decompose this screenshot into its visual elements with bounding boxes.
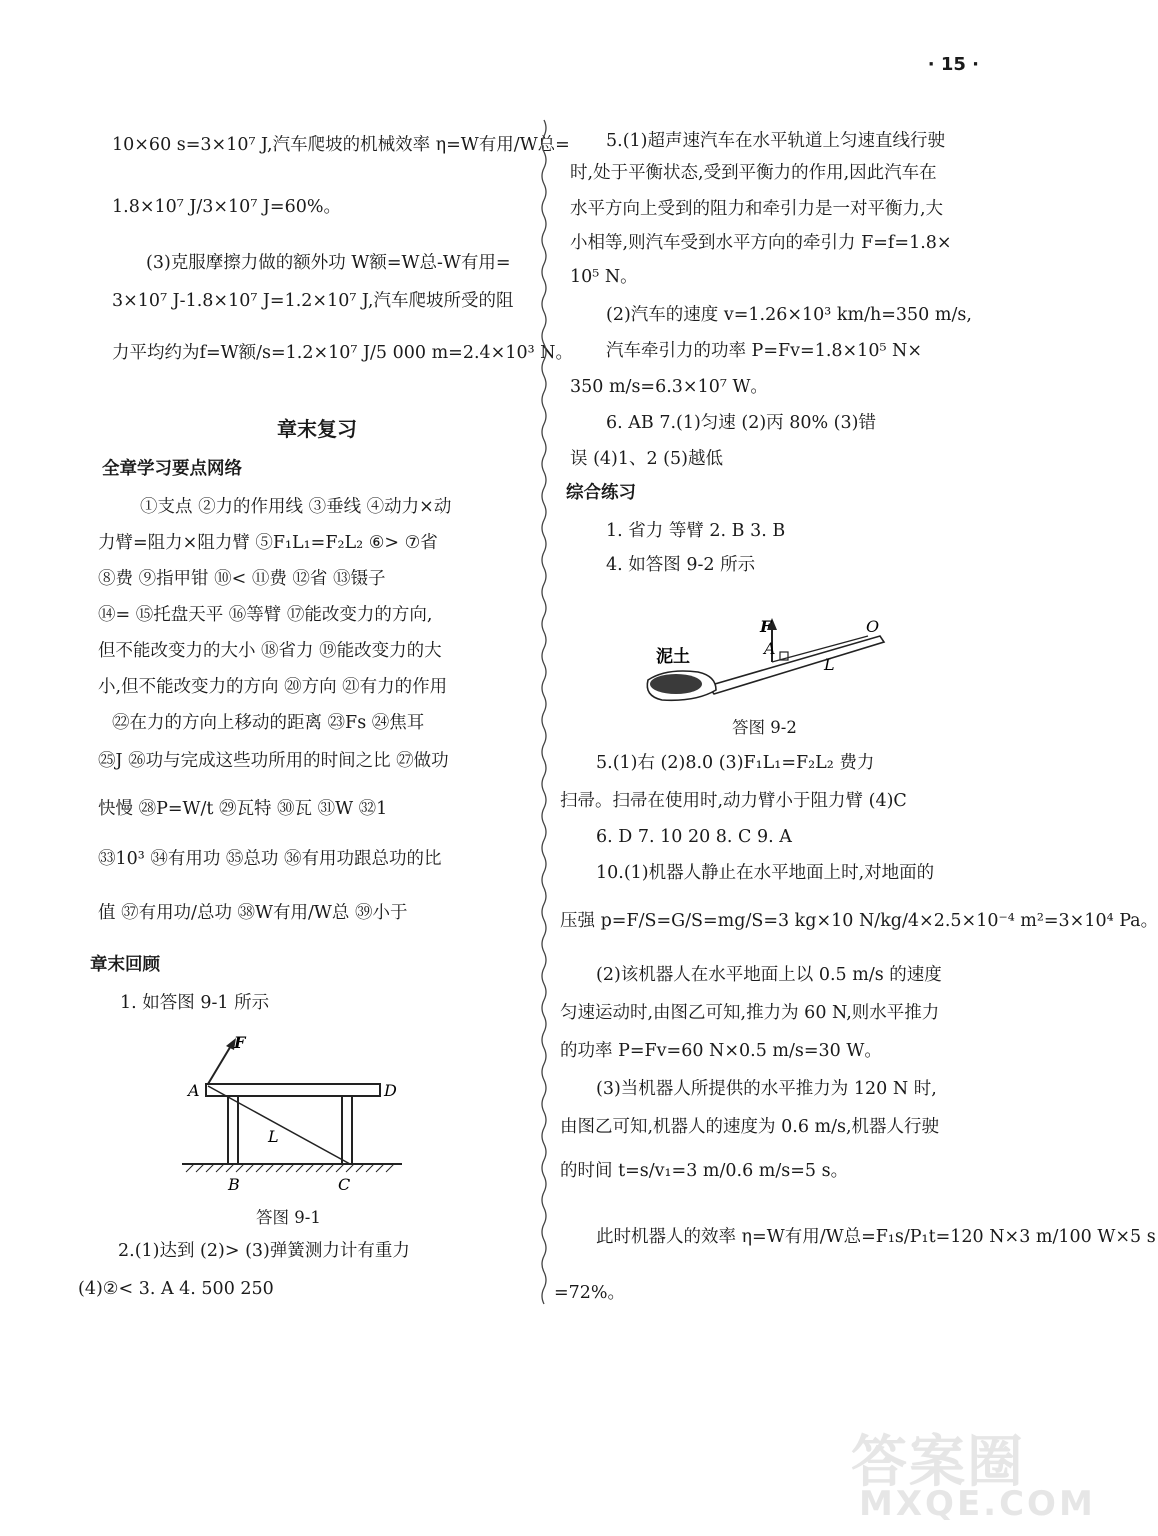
table-leg-left	[228, 1096, 238, 1164]
practice-line: 4. 如答图 9-2 所示	[606, 555, 756, 575]
answer-line: 扫帚。扫帚在使用时,动力臂小于阻力臂 (4)C	[560, 791, 907, 811]
network-line: ㉝10³ ㉞有用功 ㉟总功 ㊱有用功跟总功的比	[98, 849, 442, 869]
answer-line: 5.(1)右 (2)8.0 (3)F₁L₁=F₂L₂ 费力	[596, 753, 875, 773]
answer-line: 6. D 7. 10 20 8. C 9. A	[596, 827, 792, 847]
network-heading: 全章学习要点网络	[102, 459, 242, 479]
network-line: 力臂=阻力×阻力臂 ⑤F₁L₁=F₂L₂ ⑥> ⑦省	[98, 533, 438, 553]
label-a: A	[188, 1081, 200, 1100]
label-d: D	[384, 1081, 397, 1100]
label-f: F	[760, 617, 772, 636]
answer-line: 此时机器人的效率 η=W有用/W总=F₁s/P₁t=120 N×3 m/100 W×5 s	[596, 1227, 1156, 1247]
right-text-line: 时,处于平衡状态,受到平衡力的作用,因此汽车在	[570, 163, 937, 183]
table-leg-right	[342, 1096, 352, 1164]
answer-line: 压强 p=F/S=G/S=mg/S=3 kg×10 N/kg/4×2.5×10⁻⁴ m²=3×10⁴ Pa。	[560, 911, 1158, 931]
watermark-line2: MXQE.COM	[859, 1484, 1096, 1524]
network-line: ㉒在力的方向上移动的距离 ㉓Fs ㉔焦耳	[112, 713, 425, 733]
figure-9-2-caption: 答图 9-2	[732, 718, 797, 737]
left-text-line: 3×10⁷ J-1.8×10⁷ J=1.2×10⁷ J,汽车爬坡所受的阻	[112, 291, 514, 311]
answer-line: (2)该机器人在水平地面上以 0.5 m/s 的速度	[596, 965, 942, 985]
answer-line: 10.(1)机器人静止在水平地面上时,对地面的	[596, 863, 935, 883]
left-text-line: 1.8×10⁷ J/3×10⁷ J=60%。	[112, 197, 341, 217]
figure-9-1-caption: 答图 9-1	[256, 1208, 321, 1227]
review-q3: (4)②< 3. A 4. 500 250	[78, 1279, 274, 1299]
label-l: L	[268, 1127, 279, 1146]
right-text-line: 6. AB 7.(1)匀速 (2)丙 80% (3)错	[606, 413, 876, 433]
review-heading: 章末回顾	[90, 955, 160, 975]
soil-lump	[650, 674, 702, 694]
figure-9-2	[636, 618, 896, 704]
answer-line: 的功率 P=Fv=60 N×0.5 m/s=30 W。	[560, 1041, 882, 1061]
left-text-line: 10×60 s=3×10⁷ J,汽车爬坡的机械效率 η=W有用/W总=	[112, 135, 570, 155]
label-f: F	[234, 1033, 246, 1052]
practice-heading: 综合练习	[566, 483, 636, 503]
network-line: 但不能改变力的大小 ⑱省力 ⑲能改变力的大	[98, 641, 442, 661]
network-line: 小,但不能改变力的方向 ⑳方向 ㉑有力的作用	[98, 677, 448, 697]
right-text-line: 5.(1)超声速汽车在水平轨道上匀速直线行驶	[606, 131, 945, 151]
label-o: O	[866, 617, 880, 636]
table-top	[206, 1084, 380, 1096]
label-a: A	[764, 639, 776, 658]
right-text-line: (2)汽车的速度 v=1.26×10³ km/h=350 m/s,	[606, 305, 972, 325]
practice-line: 1. 省力 等臂 2. B 3. B	[606, 521, 786, 541]
answer-line: 的时间 t=s/v₁=3 m/0.6 m/s=5 s。	[560, 1161, 849, 1181]
review-q1: 1. 如答图 9-1 所示	[120, 993, 270, 1013]
ground-hatch	[186, 1164, 394, 1172]
chapter-title: 章末复习	[277, 417, 357, 441]
right-text-line: 汽车牵引力的功率 P=Fv=1.8×10⁵ N×	[606, 341, 923, 361]
force-arrow	[208, 1044, 232, 1084]
left-text-line: (3)克服摩擦力做的额外功 W额=W总-W有用=	[146, 253, 511, 273]
label-l: L	[824, 655, 835, 674]
answer-line: (3)当机器人所提供的水平推力为 120 N 时,	[596, 1079, 937, 1099]
right-column-lower	[554, 752, 1158, 1312]
network-line: 值 ㊲有用功/总功 ㊳W有用/W总 ㊴小于	[98, 903, 408, 923]
network-line: 快慢 ㉘P=W/t ㉙瓦特 ㉚瓦 ㉛W ㉜1	[98, 799, 388, 819]
label-soil: 泥土	[656, 647, 690, 667]
review-q2: 2.(1)达到 (2)> (3)弹簧测力计有重力	[118, 1241, 410, 1261]
right-text-line: 误 (4)1、2 (5)越低	[570, 449, 723, 469]
watermark	[841, 1418, 1096, 1528]
shovel-handle	[708, 636, 884, 694]
answer-line: 由图乙可知,机器人的速度为 0.6 m/s,机器人行驶	[560, 1117, 940, 1137]
right-text-line: 小相等,则汽车受到水平方向的牵引力 F=f=1.8×	[570, 233, 952, 253]
network-line: ㉕J ㉖功与完成这些功所用的时间之比 ㉗做功	[98, 751, 449, 771]
network-line: ⑭= ⑮托盘天平 ⑯等臂 ⑰能改变力的方向,	[98, 605, 433, 625]
answer-line: 匀速运动时,由图乙可知,推力为 60 N,则水平推力	[560, 1003, 940, 1023]
network-line: ①支点 ②力的作用线 ③垂线 ④动力×动	[140, 497, 452, 517]
label-c: C	[338, 1175, 351, 1194]
label-b: B	[228, 1175, 240, 1194]
right-text-line: 10⁵ N。	[570, 267, 638, 287]
watermark-line1: 答案圈	[851, 1430, 1025, 1495]
right-text-line: 350 m/s=6.3×10⁷ W。	[570, 377, 768, 397]
left-text-line: 力平均约为f=W额/s=1.2×10⁷ J/5 000 m=2.4×10³ N。	[112, 343, 573, 363]
page-number: · 15 ·	[927, 54, 979, 75]
network-line: ⑧费 ⑨指甲钳 ⑩< ⑪费 ⑫省 ⑬镊子	[98, 569, 386, 589]
right-text-line: 水平方向上受到的阻力和牵引力是一对平衡力,大	[570, 199, 944, 219]
figure-9-1	[178, 1030, 408, 1194]
column-divider	[538, 120, 550, 1310]
answer-line: =72%。	[554, 1283, 626, 1303]
